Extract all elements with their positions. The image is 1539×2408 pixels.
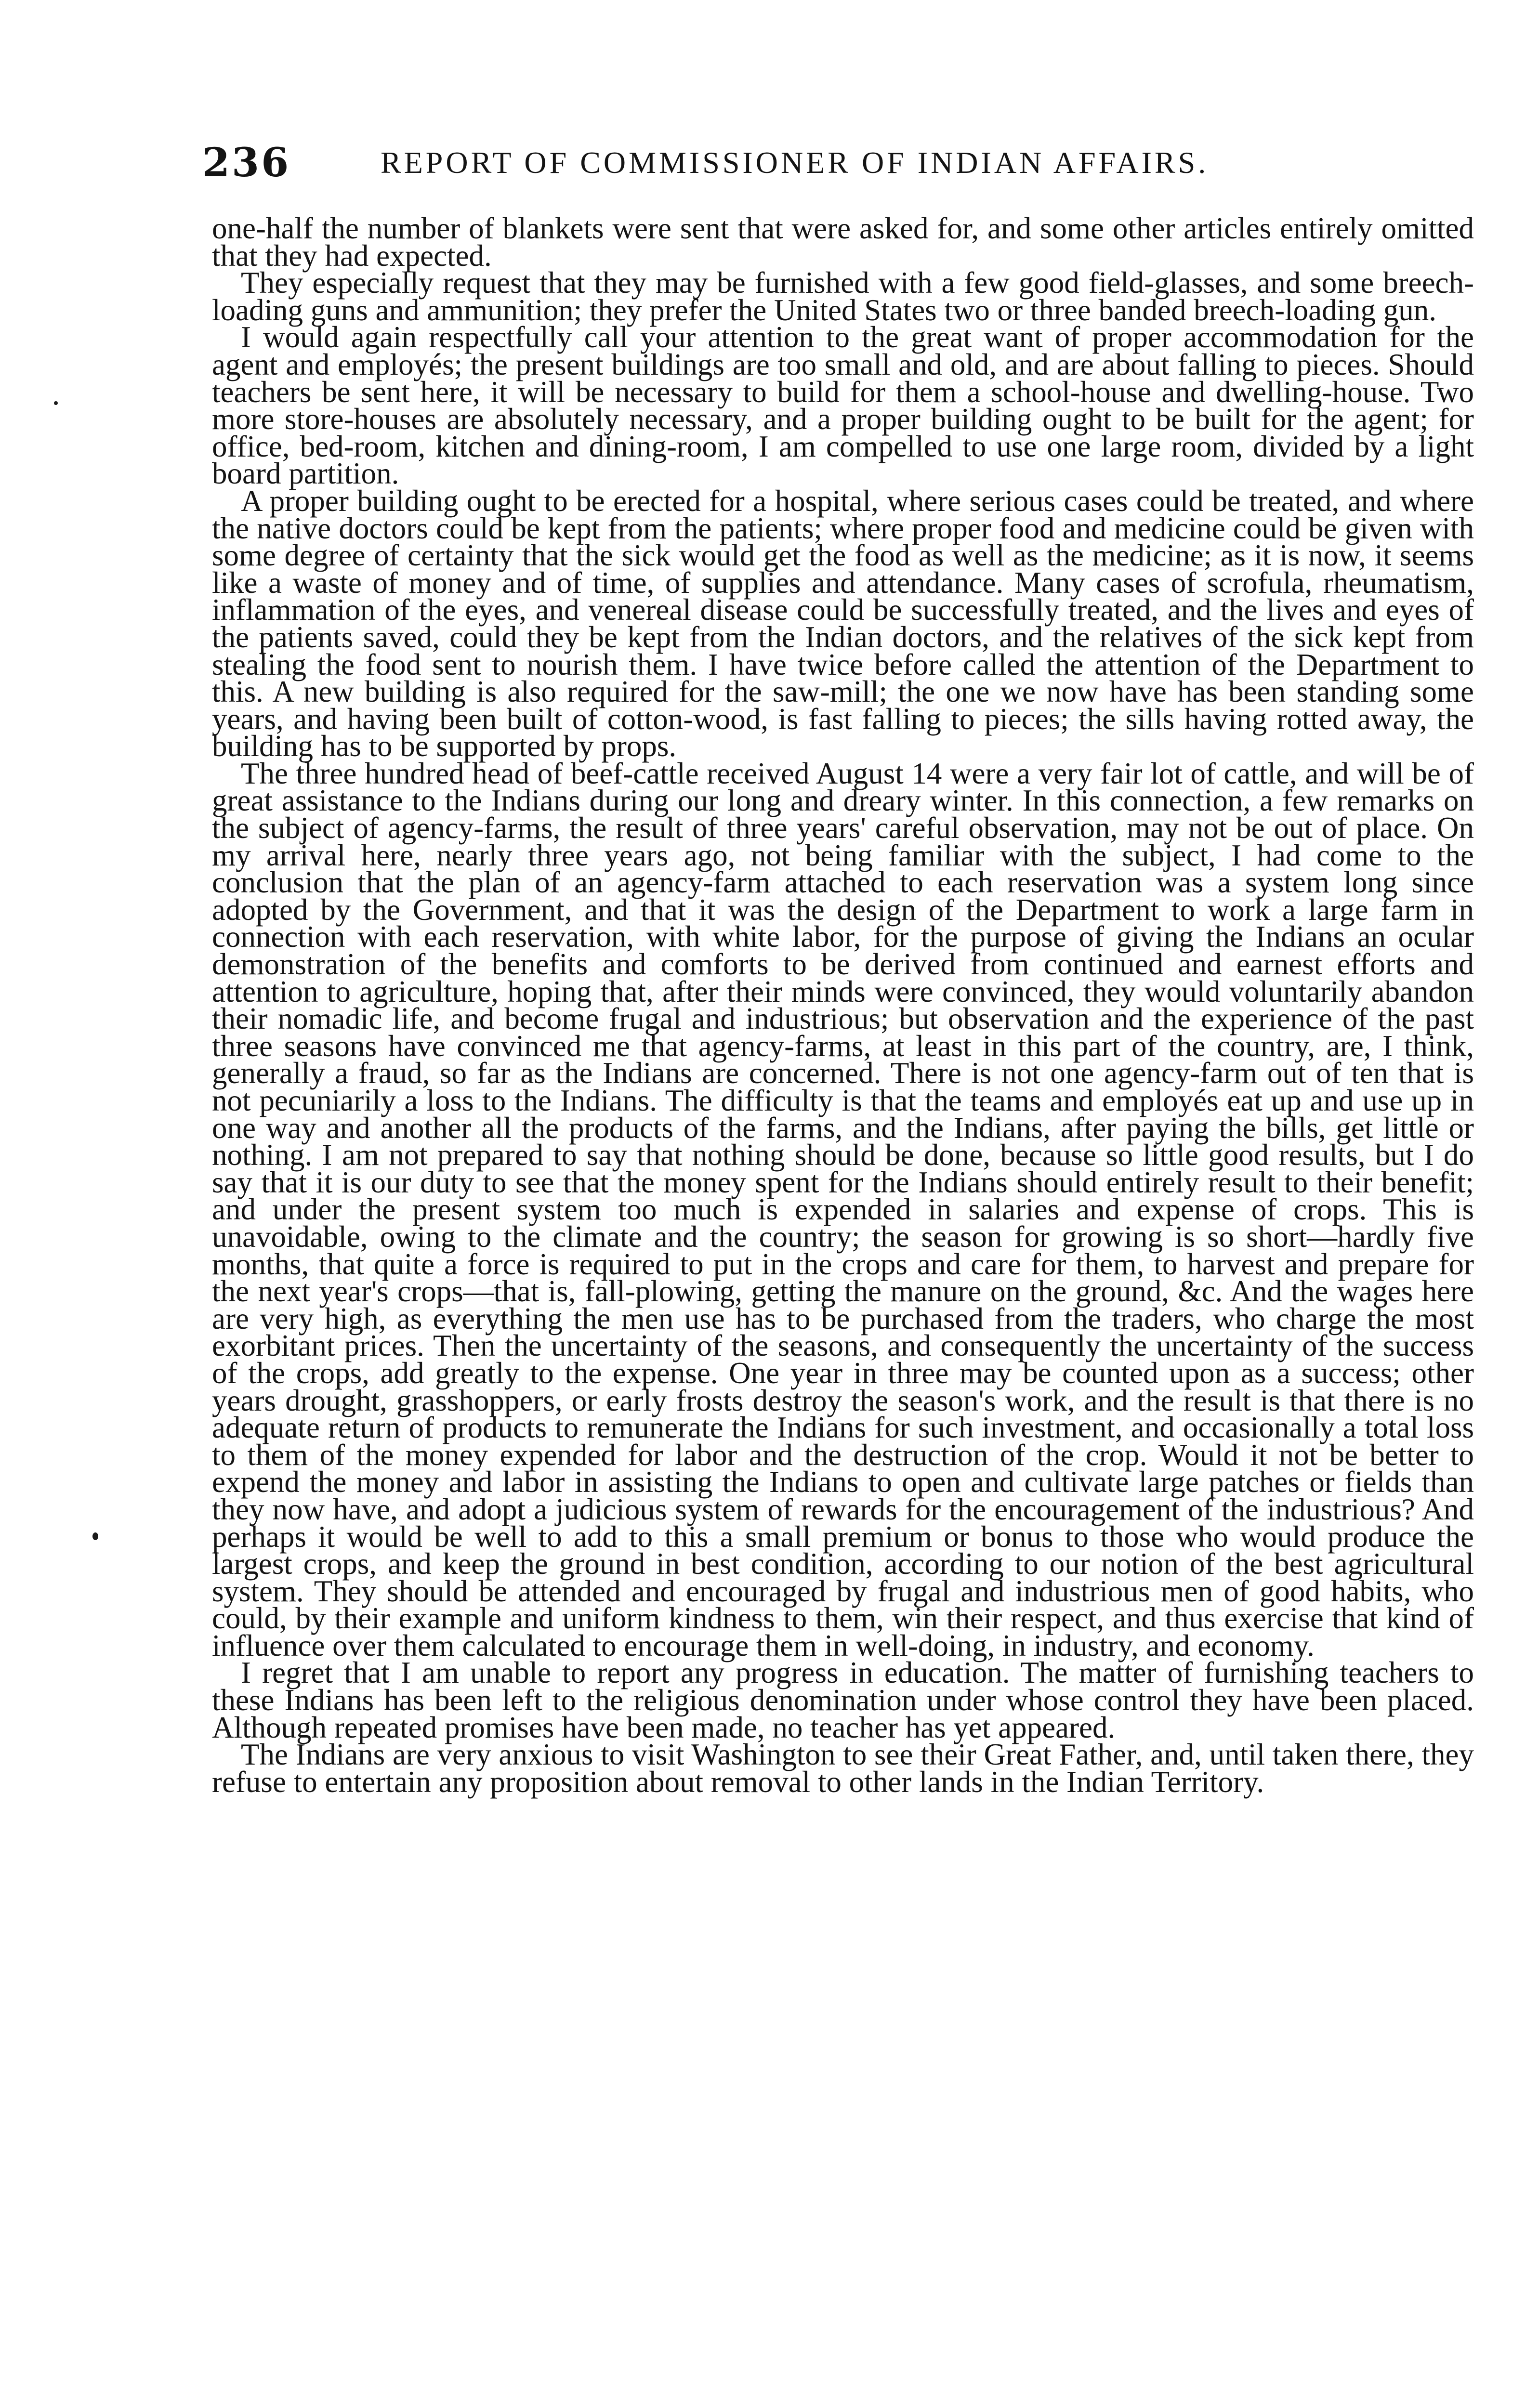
- page-number: 236: [202, 140, 291, 186]
- paragraph-agency-farms: The three hundred head of beef-cattle received August 14 were a very fair lot of cattle, and will be of great assistance to the Indians during our long and dreary winter. In this connection, a few remarks on the subject of agency-farms, the result of three years' careful observation, may not be out of place. On my arrival here, nearly three years ago, not being familiar with the subject, I had come to the conclusion that the plan of an agency-farm attached to each reservation was a system long since adopted by the Government, and that it was the design of the Department to work a large farm in connection with each reservation, with white labor, for the purpose of giving the Indians an ocular demonstration of the benefits and comforts to be derived from continued and earnest efforts and attention to agriculture, hoping that, after their minds were convinced, they would voluntarily abandon their nomadic life, and become frugal and industrious; but observation and the experience of the past three seasons have convinced me that agency-farms, at least in this part of the country, are, I think, generally a fraud, so far as the Indians are concerned. There is not one agency-farm out of ten that is not pecuniarily a loss to the Indians. The difficulty is that the teams and employés eat up and use up in one way and another all the products of the farms, and the Indians, after paying the bills, get little or nothing. I am not prepared to say that nothing should be done, because so little good results, but I do say that it is our duty to see that the money spent for the Indians should entirely result to their benefit; and under the present system too much is expended in salaries and expense of crops. This is unavoidable, owing to the climate and the country; the season for growing is so short—hardly five months, that quite a force is required to put in the crops and care for them, to harvest and prepare for the next year's crops—that is, fall-plowing, getting the manure on the ground, &c. And the wages here are very high, as everything the men use has to be purchased from the traders, who charge the most exorbitant prices. Then the uncertainty of the seasons, and consequently the uncertainty of the success of the crops, add greatly to the expense. One year in three may be counted upon as a success; other years drought, grasshoppers, or early frosts destroy the season's work, and the result is that there is no adequate return of products to remunerate the Indians for such investment, and occasionally a total loss to them of the money expended for labor and the destruction of the crop. Would it not be better to expend the money and labor in assisting the Indians to open and cultivate large patches or fields than they now have, and adopt a judicious system of rewards for the encouragement of the industrious? And perhaps it would be well to add to this a small premium or bonus to those who would produce the largest crops, and keep the ground in best condition, according to our notion of the best agricultural system. They should be attended and encouraged by frugal and industrious men of good habits, who could, by their example and uniform kindness to them, win their respect, and thus exercise that kind of influence over them calculated to encourage them in well-doing, in industry, and economy.: [212, 756, 1474, 1662]
- paragraph-washington-visit: The Indians are very anxious to visit Washington to see their Great Father, and, until taken there, they refuse to entertain any proposition about removal to other lands in the Indian Territory.: [212, 1738, 1474, 1799]
- paragraph-continued: one-half the number of blankets were sent that were asked for, and some other articles entirely omitted that they had expected.: [212, 211, 1474, 273]
- margin-speck: [54, 401, 58, 405]
- running-head: REPORT OF COMMISSIONER OF INDIAN AFFAIRS.: [381, 145, 1209, 180]
- paragraph-accommodation: I would again respectfully call your attention to the great want of proper accommodation for the agent and employés; the present buildings are too small and old, and are about falling to pieces. Should teachers be sent here, it will be necessary to build for them a school-house and dwelling-house. Two more store-houses are absolutely necessary, and a proper building ought to be built for the agent; for office, bed-room, kitchen and dining-room, I am compelled to use one large room, divided by a light board partition.: [212, 320, 1474, 491]
- page-header: [202, 129, 1349, 196]
- margin-speck: [92, 1532, 98, 1540]
- paragraph-education: I regret that I am unable to report any progress in education. The matter of furnishing teachers to these Indians has been left to the religious denomination under whose control they have been placed. Although repeated promises have been made, no teacher has yet appeared.: [212, 1656, 1474, 1744]
- paragraph-hospital: A proper building ought to be erected for a hospital, where serious cases could be treated, and where the native doctors could be kept from the patients; where proper food and medicine could be given with some degree of certainty that the sick would get the food as well as the medicine; as it is now, it seems like a waste of money and of time, of supplies and attendance. Many cases of scrofula, rheumatism, inflammation of the eyes, and venereal disease could be successfully treated, and the lives and eyes of the patients saved, could they be kept from the Indian doctors, and the relatives of the sick kept from stealing the food sent to nourish them. I have twice before called the attention of the Department to this. A new building is also required for the saw-mill; the one we now have has been standing some years, and having been built of cotton-wood, is fast falling to pieces; the sills having rotted away, the building has to be supported by props.: [212, 484, 1474, 763]
- body-text: [212, 211, 1474, 1799]
- paragraph-field-glasses: They especially request that they may be furnished with a few good field-glasses, and some breech-loading guns and ammunition; they prefer the United States two or three banded breech-loading gun.: [212, 266, 1474, 327]
